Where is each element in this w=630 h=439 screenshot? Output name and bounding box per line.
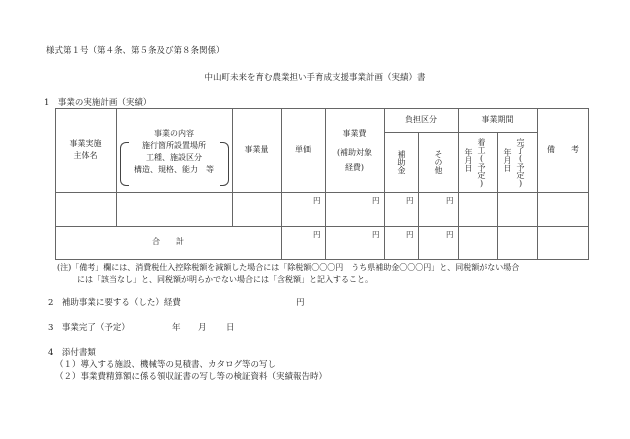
header-burden: 負担区分 — [405, 115, 437, 124]
header-entity: 事業実施 主体名 — [69, 139, 102, 160]
row-other-yen: 円 — [446, 196, 454, 205]
total-unit-price-yen: 円 — [313, 230, 321, 239]
header-unit-price: 単価 — [295, 145, 311, 154]
attachment-item-2: （２）事業費精算額に係る領収証書の写し等の検証資料（実績報告時） — [55, 372, 328, 382]
section4-label: 4 添付書類 — [48, 348, 96, 358]
header-remarks: 備 考 — [547, 145, 579, 154]
header-quantity: 事業量 — [244, 145, 269, 154]
row-unit-price-yen: 円 — [313, 196, 321, 205]
total-label: 合 計 — [152, 237, 184, 246]
section2-unit: 円 — [296, 298, 305, 308]
row-cost-yen: 円 — [372, 196, 380, 205]
form-number: 様式第１号（第４条、第５条及び第８条関係） — [46, 46, 225, 56]
attachment-item-1: （１）導入する施設、機械等の見積書、カタログ等の写し — [55, 360, 277, 370]
note-line1: (注)「備考」欄には、消費税仕入控除税額を減額した場合には「除税額〇〇〇円 うち県補助金〇〇〇円」と、同税額がない場合 — [57, 263, 520, 272]
total-cost-yen: 円 — [372, 230, 380, 239]
header-cost: 事業費 (補助対象 経費) — [336, 129, 373, 172]
section1-heading: 1 事業の実施計画（実績） — [44, 98, 152, 108]
header-content: 事業の内容 施行箇所設置場所 工種、施設区分 構造、規格、能力 等 — [134, 129, 214, 174]
total-other-yen: 円 — [446, 230, 454, 239]
header-period: 事業期間 — [481, 115, 514, 124]
header-end: 完了(予定) — [516, 138, 525, 188]
plan-table — [55, 108, 589, 260]
document-title: 中山町未来を育む農業担い手育成支援事業計画（実績）書 — [204, 73, 426, 83]
row-subsidy-yen: 円 — [406, 196, 414, 205]
section3-day: 日 — [226, 323, 235, 333]
total-subsidy-yen: 円 — [406, 230, 414, 239]
header-start: 着工(予定) — [477, 138, 486, 188]
header-end-date: 年月日 — [503, 148, 512, 172]
header-start-date: 年月日 — [464, 148, 473, 172]
header-subsidy: 補助金 — [397, 150, 406, 174]
header-other: その他 — [434, 150, 443, 174]
section3-label: 3 事業完了（予定） — [48, 323, 130, 333]
section2-label: 2 補助事業に要する（した）経費 — [48, 298, 181, 308]
section3-year: 年 — [172, 323, 181, 333]
section3-month: 月 — [198, 323, 207, 333]
note-line2: には「該当なし」と、同税額が明らかでない場合には「含税額」と記入すること。 — [77, 275, 373, 284]
